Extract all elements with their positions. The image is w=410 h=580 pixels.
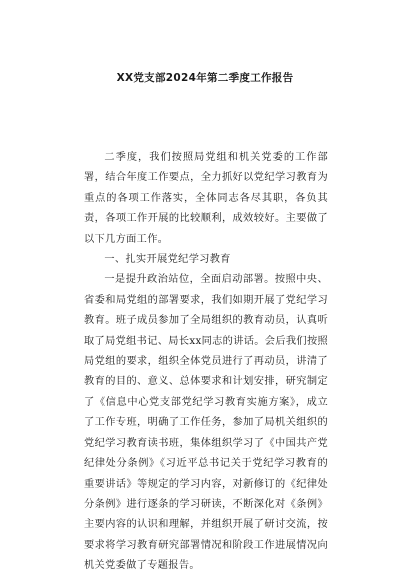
section-paragraph: 一是提升政治站位，全面启动部署。按照中央、省委和局党组的部署要求，我们如期开展了党纪学习教育。班子成员参加了全局组织的教育动员，认真听取了局党组书记、局长xx同志的讲话。会后我们按照局党组的要求，组织全体党员进行了再动员，讲清了教育的目的、意义、总体要求和计划安排，研究制定了《信息中心党支部党纪学习教育实施方案》，成立了工作专班，明确了工作任务，参加了局机关组织的党纪学习教育读书班，集体组织学习了《中国共产党纪律处分条例》《习近平总书记关于党纪学习教育的重要讲话》等规定的学习内容，对新修订的《纪律处分条例》进行逐条的学习研读，不断深化对《条例》主要内容的认识和理解，并组织开展了研讨交流，按要求将学习教育研究部署情况和阶段工作进展情况向机关党委做了专题报告。 <box>84 274 329 572</box>
intro-paragraph: 二季度，我们按照局党组和机关党委的工作部署，结合年度工作要点，全力抓好以党纪学习教育为重点的各项工作落实，全体同志各尽其职，各负其责，各项工作开展的比较顺利，成效较好。主要做了以下几方面工作。 <box>84 152 328 245</box>
section-heading: 一、扎实开展党纪学习教育 <box>104 254 231 266</box>
document-title: XX党支部2024年第二季度工作报告 <box>116 72 294 84</box>
document-body <box>84 148 328 577</box>
